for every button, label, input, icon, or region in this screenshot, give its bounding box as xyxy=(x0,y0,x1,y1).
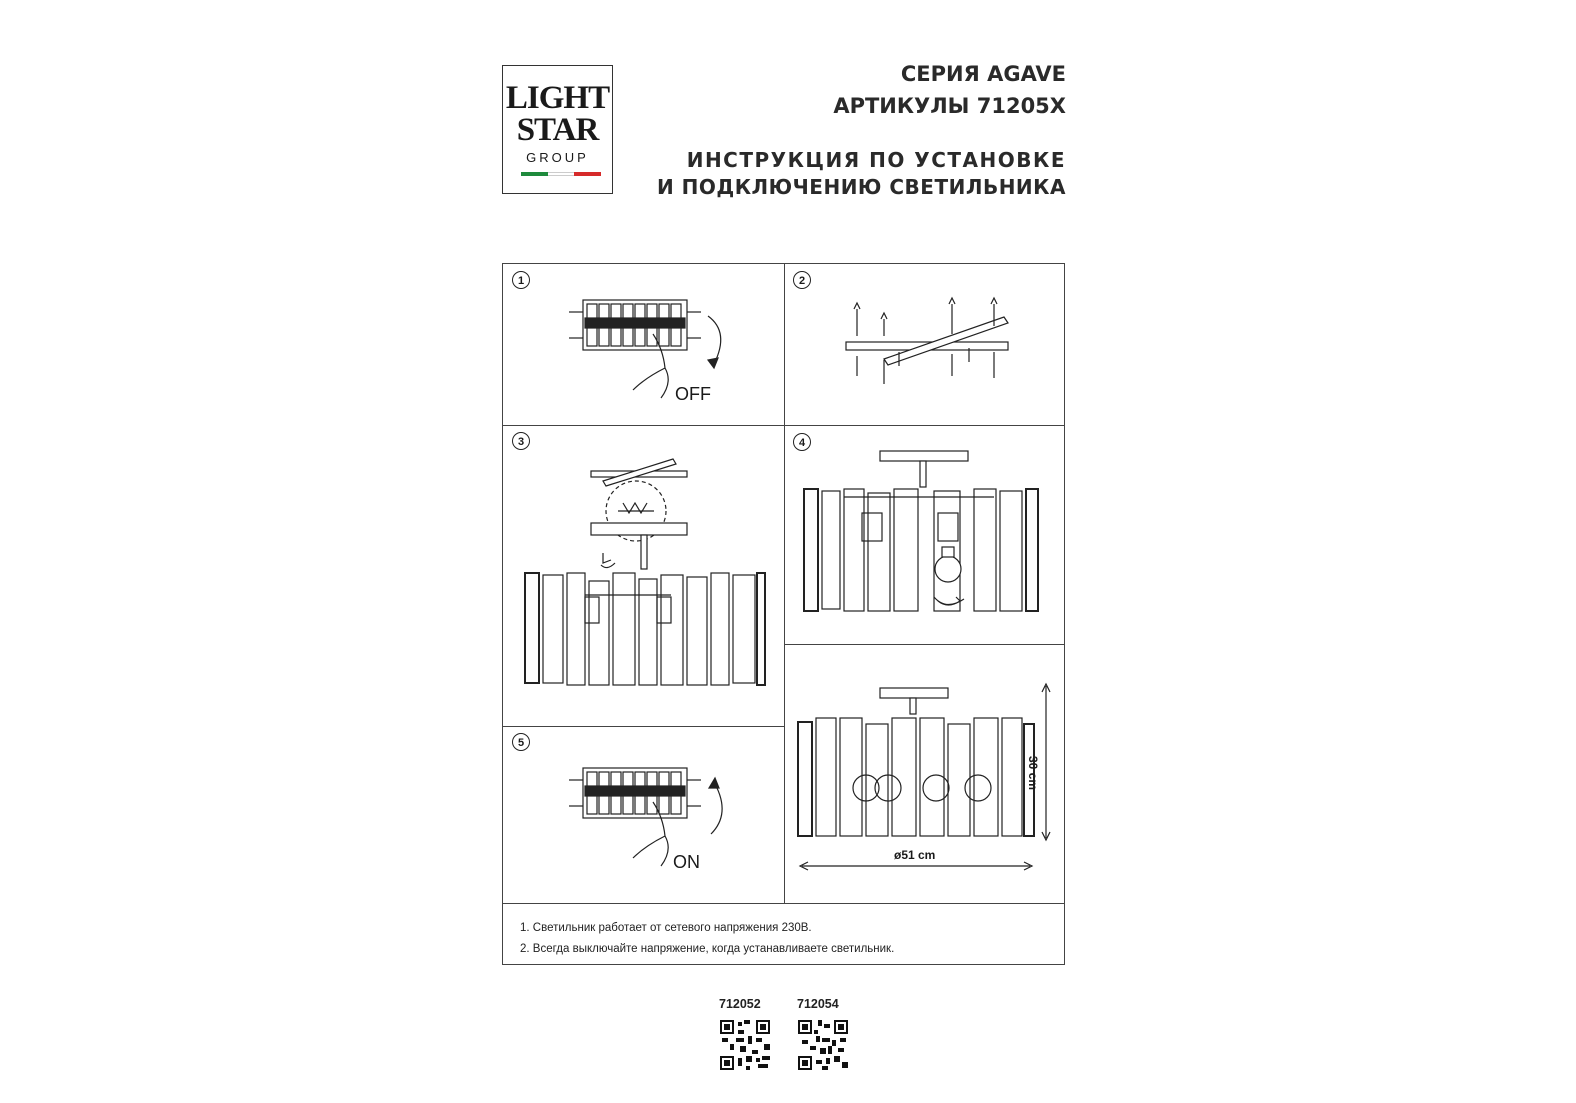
qr-code-icon[interactable] xyxy=(720,1020,770,1070)
step-number: 1 xyxy=(512,271,530,289)
instruction-title-line1: ИНСТРУКЦИЯ ПО УСТАНОВКЕ xyxy=(686,148,1066,172)
logo-line-1: LIGHT xyxy=(505,80,610,116)
step-number: 5 xyxy=(512,733,530,751)
circuit-breaker-on-illustration xyxy=(503,726,784,903)
step-3-panel xyxy=(503,425,784,726)
step-4-panel xyxy=(784,425,1065,644)
article-code-2: 712054 xyxy=(797,997,839,1011)
mounting-bracket-illustration xyxy=(784,264,1065,425)
instruction-title-line2: И ПОДКЛЮЧЕНИЮ СВЕТИЛЬНИКА xyxy=(656,175,1066,199)
height-dimension: 30 cm xyxy=(1026,756,1040,791)
on-label: ON xyxy=(673,852,700,872)
installation-notes xyxy=(520,918,894,960)
note-2: 2. Всегда выключайте напряжение, когда устанавливаете светильник. xyxy=(520,943,895,955)
italian-flag-icon xyxy=(521,172,601,176)
diameter-dimension: ø51 cm xyxy=(894,848,936,862)
logo-line-3: GROUP xyxy=(526,150,589,165)
logo-line-2: STAR xyxy=(516,112,599,148)
off-label: OFF xyxy=(675,384,711,404)
circuit-breaker-off-illustration xyxy=(503,264,784,425)
instruction-grid xyxy=(502,263,1065,965)
step-2-panel xyxy=(784,264,1065,425)
series-title: СЕРИЯ AGAVE xyxy=(900,62,1066,86)
step-number: 3 xyxy=(512,432,530,450)
articles-title: АРТИКУЛЫ 71205X xyxy=(833,94,1066,118)
step-5-panel xyxy=(503,726,784,903)
step-number: 2 xyxy=(793,271,811,289)
dimensions-panel xyxy=(784,644,1065,903)
article-code-1: 712052 xyxy=(719,997,761,1011)
qr-code-icon[interactable] xyxy=(798,1020,848,1070)
fixture-dimensions-illustration xyxy=(784,644,1065,903)
note-1: 1. Светильник работает от сетевого напряжения 230В. xyxy=(520,922,812,934)
brand-logo xyxy=(502,65,613,194)
step-1-panel xyxy=(503,264,784,425)
bulb-installation-illustration xyxy=(784,425,1065,644)
step-number: 4 xyxy=(793,433,811,451)
wiring-and-mounting-illustration xyxy=(503,425,784,726)
